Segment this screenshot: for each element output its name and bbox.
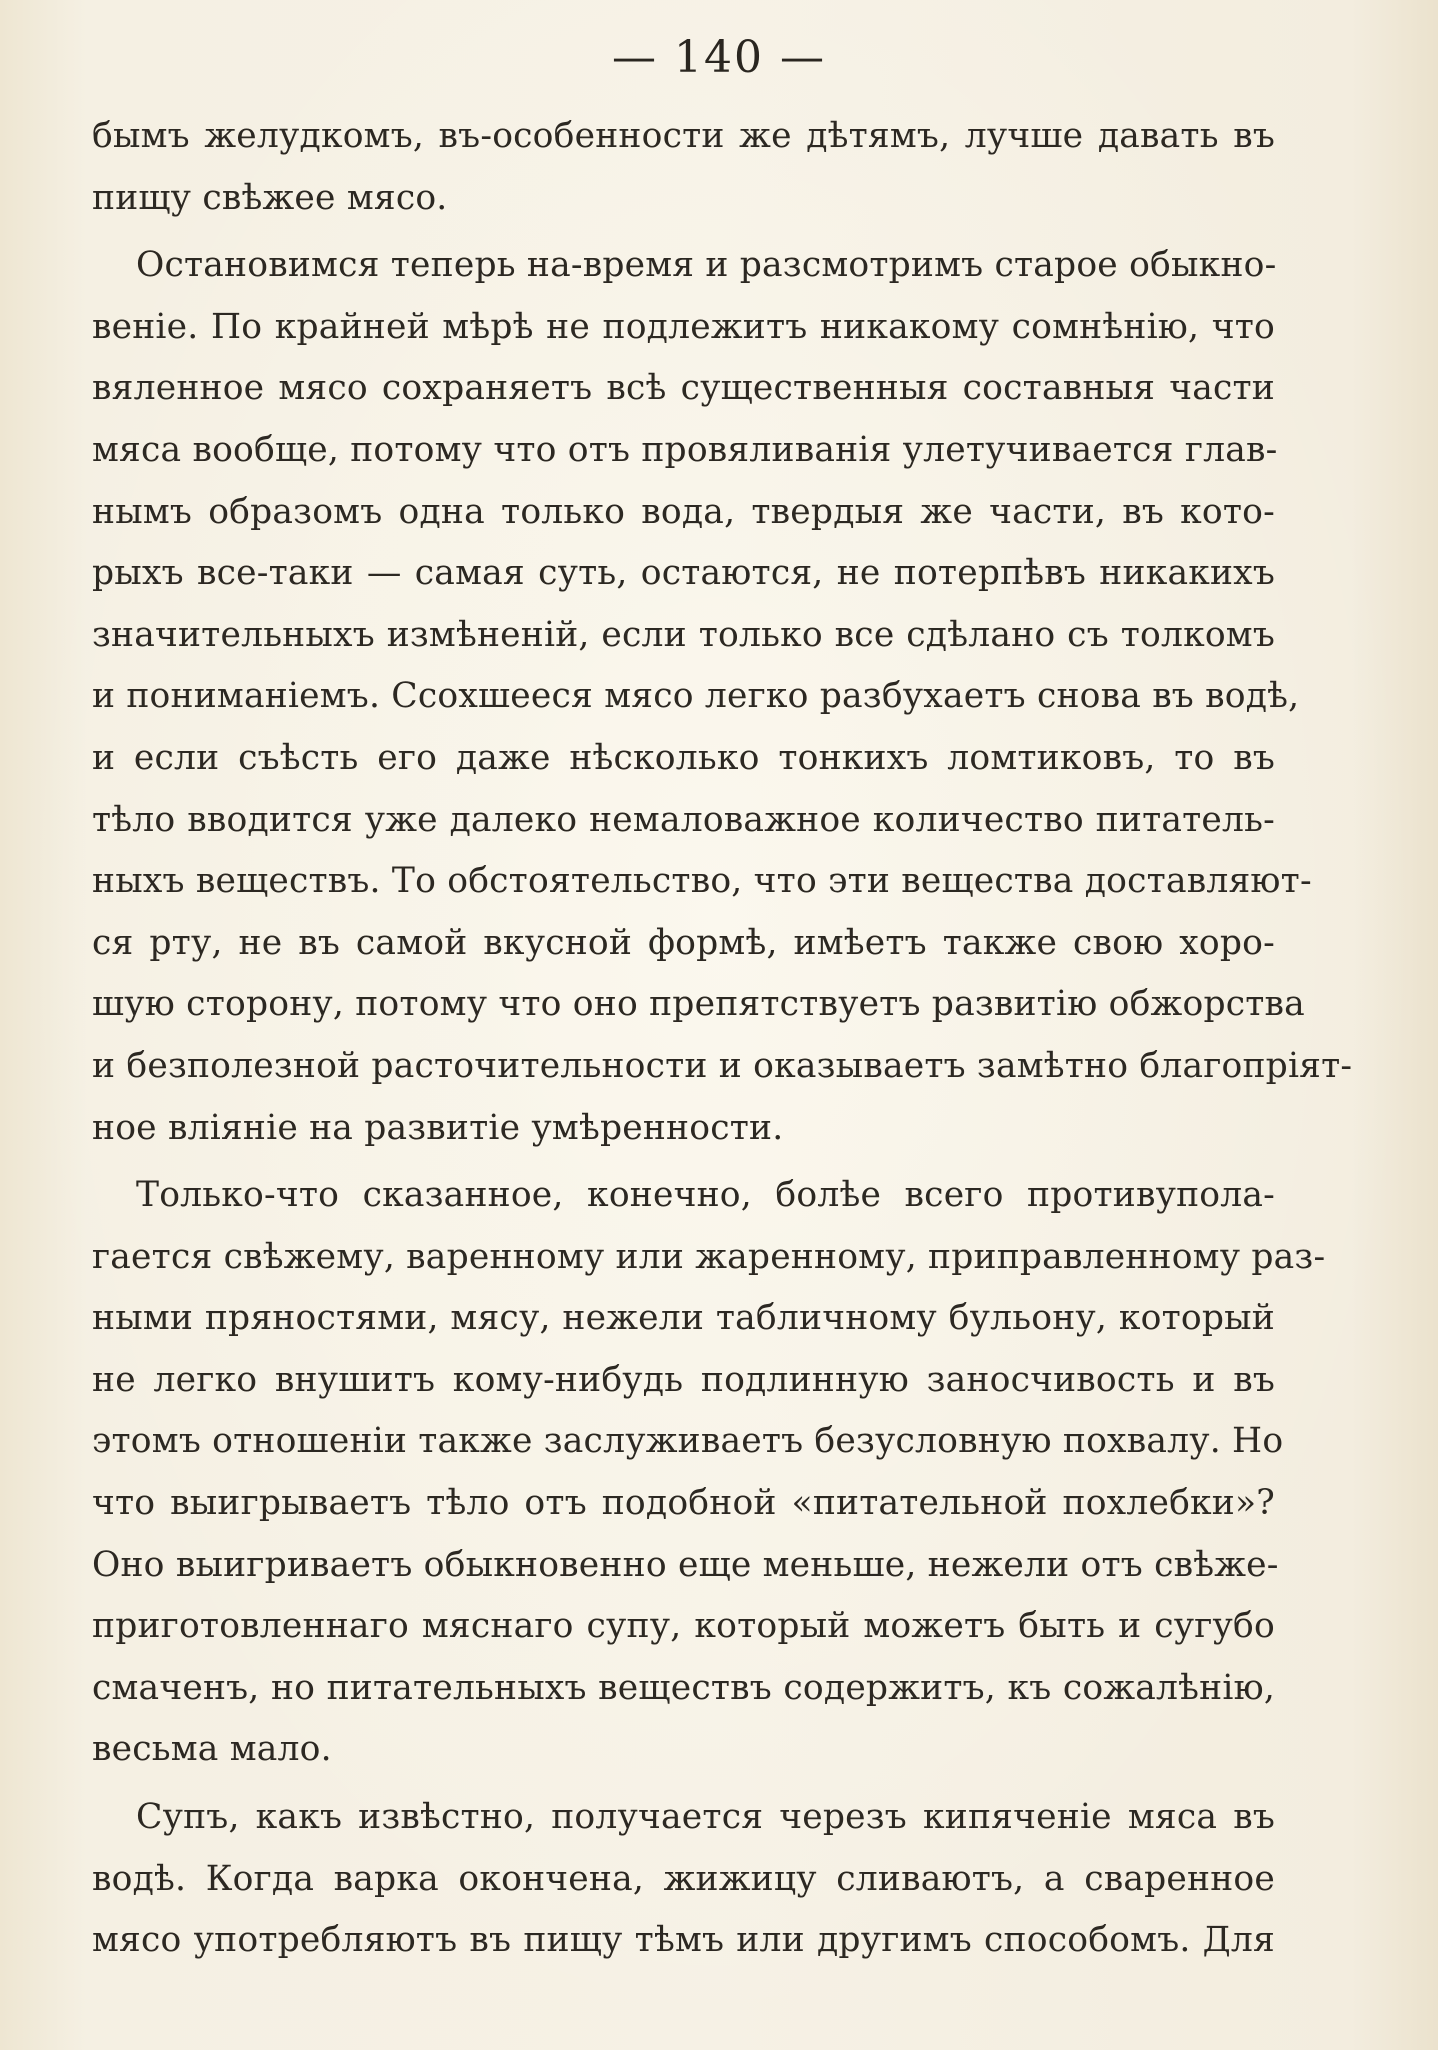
paragraph <box>92 1165 1326 1781</box>
text-line: Супъ, какъ извѣстно, получается черезъ кипяченіе мяса въ <box>136 1797 1275 1838</box>
text-line: и пониманіемъ. Ссохшееся мясо легко разбухаетъ снова въ водѣ, <box>92 676 1300 717</box>
text-line: мясо употребляютъ въ пищу тѣмъ или другимъ способомъ. Для <box>92 1920 1275 1961</box>
text-line: Только-что сказанное, конечно, болѣе всего противупола- <box>136 1175 1275 1216</box>
body-text <box>92 106 1353 1978</box>
text-line: вяленное мясо сохраняетъ всѣ существенныя составныя части <box>92 368 1275 409</box>
text-line: приготовленнаго мяснаго супу, который можетъ быть и сугубо <box>92 1606 1275 1647</box>
text-line: ся рту, не въ самой вкусной формѣ, имѣетъ также свою хоро- <box>92 922 1275 963</box>
text-line: ныхъ веществъ. То обстоятельство, что эти вещества доставляют- <box>92 861 1312 902</box>
text-line: мяса вообще, потому что отъ провяливанія улетучивается глав- <box>92 429 1278 470</box>
text-line: шую сторону, потому что оно препятствуетъ развитію обжорства <box>92 984 1305 1025</box>
text-line: веніе. По крайней мѣрѣ не подлежитъ никакому сомнѣнію, что <box>92 306 1275 347</box>
text-line: гается свѣжему, варенному или жаренному, приправленному раз- <box>92 1236 1326 1277</box>
paragraph <box>92 1787 1275 1972</box>
page-number: — 140 — <box>612 32 826 83</box>
text-line: смаченъ, но питательныхъ веществъ содержитъ, къ сожалѣнію, <box>92 1667 1275 1708</box>
text-line: бымъ желудкомъ, въ-особенности же дѣтямъ, лучше давать въ <box>92 116 1275 156</box>
text-line: весьма мало. <box>92 1729 332 1770</box>
text-line: тѣло вводится уже далеко немаловажное количество питатель- <box>92 799 1275 840</box>
text-line: значительныхъ измѣненій, если только все сдѣлано съ толкомъ <box>92 614 1275 655</box>
paragraph <box>92 235 1353 1159</box>
text-line: не легко внушитъ кому-нибудь подлинную заносчивость и въ <box>92 1359 1275 1400</box>
text-line: этомъ отношеніи также заслуживаетъ безусловную похвалу. Но <box>92 1421 1284 1462</box>
text-line: и безполезной расточительности и оказываетъ замѣтно благопріят- <box>92 1045 1353 1086</box>
text-line: нымъ образомъ одна только вода, твердыя же части, въ кото- <box>92 491 1275 532</box>
paragraph <box>92 106 1275 229</box>
text-line: ными пряностями, мясу, нежели табличному бульону, который <box>92 1298 1275 1339</box>
text-line: Остановимся теперь на-время и разсмотримъ старое обыкно- <box>136 245 1277 286</box>
text-line: водѣ. Когда варка окончена, жижицу сливаютъ, а сваренное <box>92 1858 1275 1899</box>
text-line: Оно выигриваетъ обыкновенно еще меньше, нежели отъ свѣже- <box>92 1544 1279 1585</box>
text-line: что выигрываетъ тѣло отъ подобной «питательной похлебки»? <box>92 1483 1275 1524</box>
text-line: рыхъ все-таки — самая суть, остаются, не потерпѣвъ никакихъ <box>92 553 1275 594</box>
text-line: и если съѣсть его даже нѣсколько тонкихъ ломтиковъ, то въ <box>92 737 1275 778</box>
text-line: пищу свѣжее мясо. <box>92 177 448 218</box>
text-line: ное вліяніе на развитіе умѣренности. <box>92 1107 784 1148</box>
